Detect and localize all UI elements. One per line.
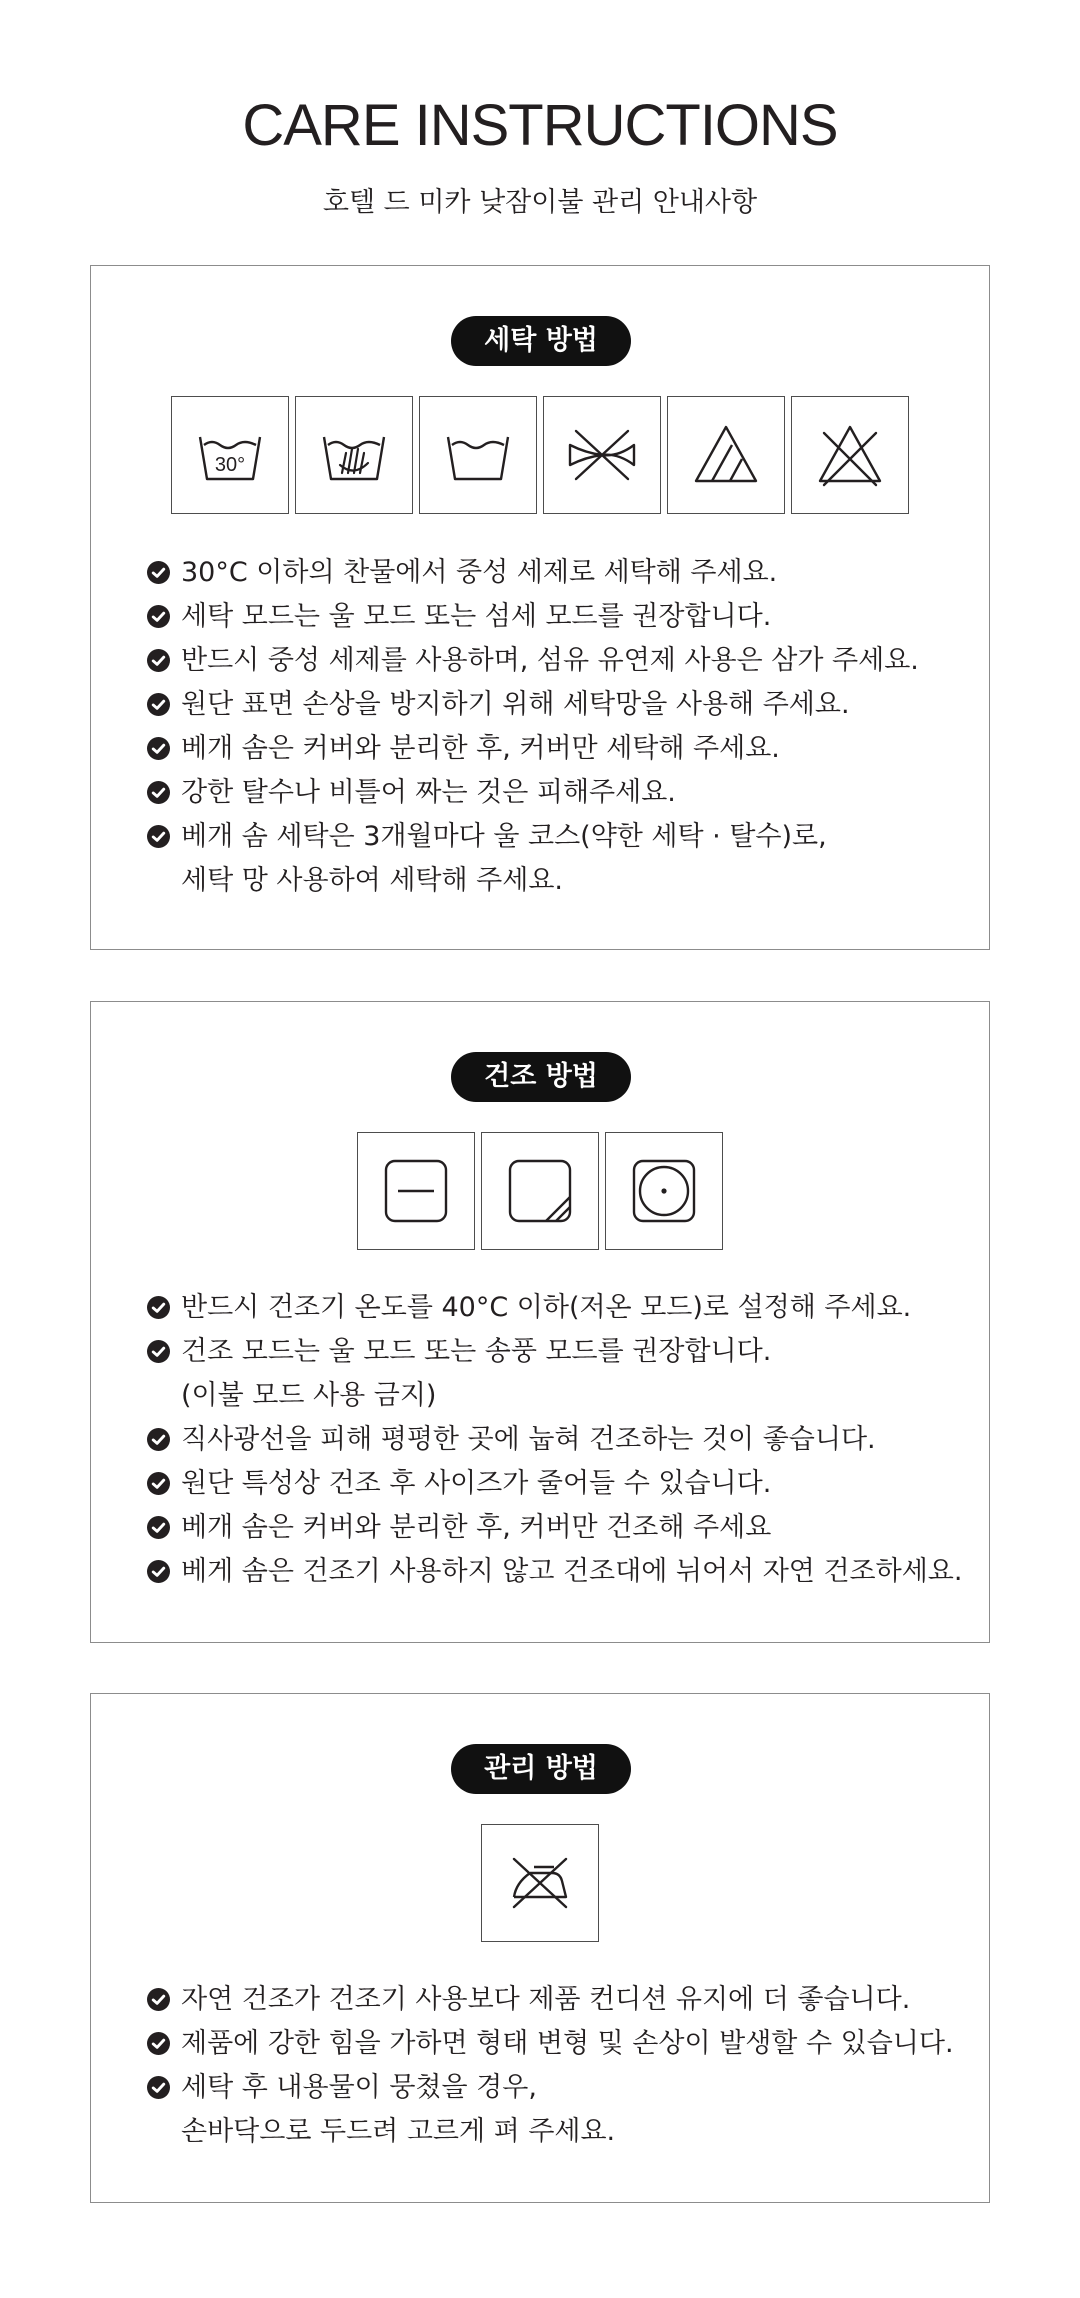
check-circle-icon <box>147 605 170 628</box>
check-circle-icon <box>147 2032 170 2055</box>
list-item <box>147 595 919 639</box>
check-circle-icon <box>147 825 170 848</box>
check-circle-icon <box>147 1516 170 1539</box>
list-item-text: 30°C 이하의 찬물에서 중성 세제로 세탁해 주세요. <box>181 557 778 588</box>
check-circle-icon <box>147 1340 170 1363</box>
list-item-text: 건조 모드는 울 모드 또는 송풍 모드를 권장합니다. <box>181 1336 772 1367</box>
list-item <box>147 815 919 903</box>
list-item <box>147 2066 954 2154</box>
drying-section <box>90 1001 990 1643</box>
list-item <box>147 1330 962 1418</box>
check-circle-icon <box>147 2076 170 2099</box>
list-item-text: 베게 솜은 건조기 사용하지 않고 건조대에 뉘어서 자연 건조하세요. <box>181 1556 963 1587</box>
list-item-text: 강한 탈수나 비틀어 짜는 것은 피해주세요. <box>181 777 676 808</box>
list-item-text-continued: 세탁 망 사용하여 세탁해 주세요. <box>181 865 563 896</box>
care-section <box>90 1693 990 2203</box>
care-instructions-list <box>147 1978 954 2154</box>
wash-tub-icon <box>419 396 537 514</box>
check-circle-icon <box>147 1560 170 1583</box>
page-subtitle: 호텔 드 미카 낮잠이불 관리 안내사항 <box>322 187 758 218</box>
list-item-text: 원단 표면 손상을 방지하기 위해 세탁망을 사용해 주세요. <box>181 689 850 720</box>
do-not-iron-icon <box>481 1824 599 1942</box>
section-title-pill: 세탁 방법 <box>451 316 631 366</box>
list-item <box>147 639 919 683</box>
list-item-text: 반드시 중성 세제를 사용하며, 섬유 유연제 사용은 삼가 주세요. <box>181 645 919 676</box>
list-item <box>147 727 919 771</box>
list-item <box>147 2022 954 2066</box>
list-item-text: 직사광선을 피해 평평한 곳에 눕혀 건조하는 것이 좋습니다. <box>181 1424 876 1455</box>
washing-icon-row <box>91 396 989 514</box>
list-item <box>147 771 919 815</box>
list-item-text: 베개 솜 세탁은 3개월마다 울 코스(약한 세탁 · 탈수)로, <box>181 821 827 852</box>
check-circle-icon <box>147 1296 170 1319</box>
do-not-bleach-icon <box>791 396 909 514</box>
list-item-text: 제품에 강한 힘을 가하면 형태 변형 및 손상이 발생할 수 있습니다. <box>181 2028 954 2059</box>
check-circle-icon <box>147 781 170 804</box>
drying-instructions-list <box>147 1286 962 1594</box>
care-icon-row <box>91 1824 989 1942</box>
dry-flat-icon <box>357 1132 475 1250</box>
check-circle-icon <box>147 649 170 672</box>
wash-temp-label: 30° <box>214 454 246 476</box>
bleach-allowed-icon <box>667 396 785 514</box>
check-circle-icon <box>147 1988 170 2011</box>
list-item-text: 베개 솜은 커버와 분리한 후, 커버만 건조해 주세요 <box>181 1512 772 1543</box>
list-item <box>147 1418 962 1462</box>
tumble-dry-low-icon <box>605 1132 723 1250</box>
list-item-text-continued: 손바닥으로 두드려 고르게 펴 주세요. <box>181 2116 616 2147</box>
list-item <box>147 551 919 595</box>
check-circle-icon <box>147 1472 170 1495</box>
washing-section <box>90 265 990 950</box>
check-circle-icon <box>147 737 170 760</box>
wash-30-icon <box>171 396 289 514</box>
list-item <box>147 683 919 727</box>
list-item-text: 반드시 건조기 온도를 40°C 이하(저온 모드)로 설정해 주세요. <box>181 1292 912 1323</box>
do-not-wring-icon <box>543 396 661 514</box>
list-item <box>147 1978 954 2022</box>
page-title: CARE INSTRUCTIONS <box>242 93 838 158</box>
list-item-text: 자연 건조가 건조기 사용보다 제품 컨디션 유지에 더 좋습니다. <box>181 1984 911 2015</box>
washing-instructions-list <box>147 551 919 903</box>
list-item <box>147 1286 962 1330</box>
list-item-text-continued: (이불 모드 사용 금지) <box>181 1380 437 1411</box>
check-circle-icon <box>147 561 170 584</box>
list-item-text: 베개 솜은 커버와 분리한 후, 커버만 세탁해 주세요. <box>181 733 780 764</box>
check-circle-icon <box>147 1428 170 1451</box>
hand-wash-icon <box>295 396 413 514</box>
list-item-text: 세탁 후 내용물이 뭉쳤을 경우, <box>181 2072 537 2103</box>
list-item <box>147 1462 962 1506</box>
list-item-text: 세탁 모드는 울 모드 또는 섬세 모드를 권장합니다. <box>181 601 772 632</box>
section-title-pill: 관리 방법 <box>451 1744 631 1794</box>
list-item <box>147 1506 962 1550</box>
drying-icon-row <box>91 1132 989 1250</box>
list-item-text: 원단 특성상 건조 후 사이즈가 줄어들 수 있습니다. <box>181 1468 772 1499</box>
dry-in-shade-icon <box>481 1132 599 1250</box>
check-circle-icon <box>147 693 170 716</box>
list-item <box>147 1550 962 1594</box>
section-title-pill: 건조 방법 <box>451 1052 631 1102</box>
